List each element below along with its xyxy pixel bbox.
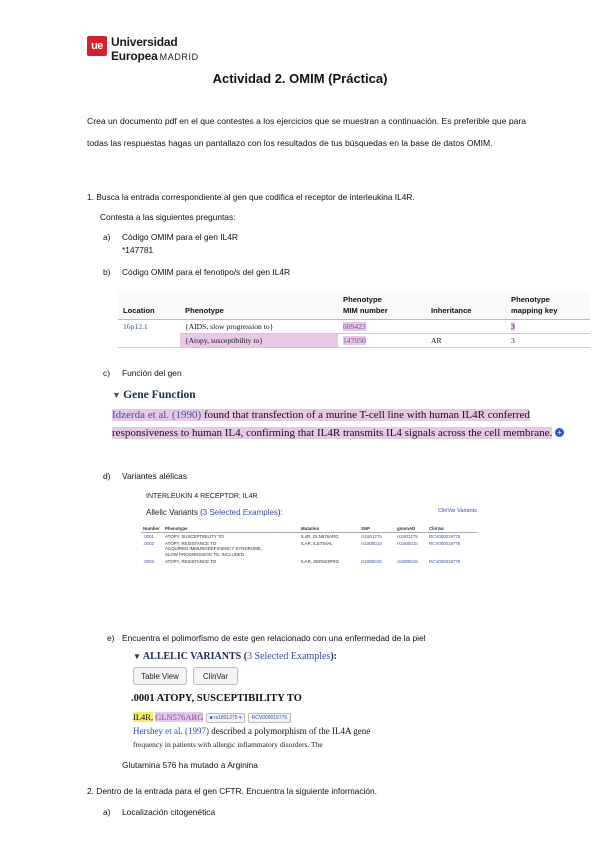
intro-paragraph: Crea un documento pdf en el que contestes a los ejercicios que se muestran a continuación. Es preferible que para todas las respuestas hagas un pantallazo con los resultados de tus búsquedas en la base de datos OMIM. bbox=[87, 116, 527, 148]
item-b-label: b) bbox=[103, 267, 111, 277]
variant-phenotype: ATOPY, RESISTANCE TO bbox=[165, 558, 217, 564]
table-view-button[interactable]: Table View bbox=[133, 667, 187, 685]
variant-description-2: frequency in patients with allergic inflammatory disorders. The bbox=[133, 740, 323, 749]
col-inheritance: Inheritance bbox=[426, 291, 506, 320]
col-location: Location bbox=[118, 291, 180, 320]
item-c-label: c) bbox=[103, 368, 110, 378]
snp-pill[interactable]: ■ rs1801275 ▾ bbox=[206, 713, 246, 723]
q2-item-a-text: Localización citogenética bbox=[122, 807, 216, 817]
phenotype-cell: {AIDS, slow progression to} bbox=[180, 320, 338, 334]
selected-examples-link[interactable]: 3 Selected Examples bbox=[247, 651, 331, 662]
plus-circle-icon[interactable]: + bbox=[555, 428, 564, 437]
citation-link[interactable]: Idzerda et al. (1990) bbox=[112, 409, 202, 421]
variant-number-link[interactable]: .0002 bbox=[143, 541, 154, 547]
item-a-answer: *147781 bbox=[122, 245, 154, 255]
variant-clinvar-link[interactable]: RCV000019775 bbox=[429, 534, 461, 539]
gene-function-heading[interactable]: ▼ Gene Function bbox=[112, 389, 196, 401]
variant-snp-link[interactable]: rs1801275 bbox=[361, 534, 382, 539]
variant-clinvar-link[interactable]: RCV000019776 bbox=[429, 541, 461, 547]
item-e-answer: Glutamina 576 ha mutado a Arginina bbox=[122, 760, 258, 770]
mapping-key-cell: 3 bbox=[506, 320, 590, 334]
table-row bbox=[118, 320, 590, 334]
variant-gnomad-link[interactable]: rs1805015 bbox=[397, 558, 418, 564]
question-1: 1. Busca la entrada correspondiente al gen que codifica el receptor de interleukina IL4R. bbox=[87, 192, 415, 202]
table-row bbox=[141, 533, 477, 541]
col-gnomad: gnomAD bbox=[395, 525, 427, 533]
mim-link[interactable]: 609423 bbox=[338, 320, 426, 334]
variant-number-link[interactable]: .0001 bbox=[143, 534, 154, 539]
page-title: Actividad 2. OMIM (Práctica) bbox=[212, 71, 388, 86]
item-e-text: Encuentra el polimorfismo de este gen relacionado con una enfermedad de la piel bbox=[122, 633, 426, 643]
university-logo-mark: ue bbox=[87, 36, 107, 56]
item-a-text: Código OMIM para el gen IL4R bbox=[122, 232, 238, 242]
variant-mutation: ILAR, SER503PRO bbox=[301, 558, 340, 564]
phenotype-table bbox=[118, 291, 590, 348]
col-mutation: Mutation bbox=[299, 525, 359, 533]
item-a-label: a) bbox=[103, 232, 111, 242]
variant-gnomad-link[interactable]: rs1805010 bbox=[397, 541, 418, 547]
col-phenotype: Phenotype bbox=[180, 291, 338, 320]
variant-description-1: Hershey et al. (1997) described a polymorphism of the IL4A gene bbox=[133, 726, 371, 736]
question-2: 2. Dentro de la entrada para el gen CFTR. Encuentra la siguiente información. bbox=[87, 786, 378, 796]
triangle-down-icon: ▼ bbox=[133, 652, 143, 661]
variant-phenotype: ATOPY, SUSCEPTIBILITY TO bbox=[165, 534, 224, 539]
variant-title: .0001 ATOPY, SUSCEPTIBILITY TO bbox=[131, 693, 302, 704]
variant-mutation-line: IL4R, GLN576ARG ■ rs1801275 ▾ RCV000019775 bbox=[133, 712, 291, 723]
variant-number-link[interactable]: .0003 bbox=[143, 558, 154, 564]
inheritance-cell bbox=[426, 320, 506, 334]
col-mim-number: Phenotype MIM number bbox=[338, 291, 426, 320]
col-number: Number bbox=[141, 525, 163, 533]
variant-mutation: IL4R, GLN576ARG bbox=[301, 534, 339, 539]
question-1-subtitle: Contesta a las siguientes preguntas: bbox=[100, 212, 236, 222]
item-b-text: Código OMIM para el fenotipo/s del gen IL4R bbox=[122, 267, 291, 277]
mim-link[interactable]: 147050 bbox=[338, 334, 426, 348]
col-phenotype: Phenotype bbox=[163, 525, 299, 533]
item-d-text: Variantes alélicas bbox=[122, 471, 188, 481]
item-c-text: Función del gen bbox=[122, 368, 182, 378]
logo-line-2: Europea MADRID bbox=[111, 49, 199, 63]
item-d-label: d) bbox=[103, 471, 111, 481]
table-row bbox=[118, 334, 590, 348]
variant-gnomad-link[interactable]: rs1801275 bbox=[397, 534, 418, 539]
allelic-variants-detail-heading: ▼ ALLELIC VARIANTS (3 Selected Examples): bbox=[133, 651, 338, 662]
phenotype-cell: {Atopy, susceptibility to} bbox=[180, 334, 338, 348]
location-link[interactable]: 16p12.1 bbox=[118, 320, 180, 348]
allelic-variants-heading: Allelic Variants (3 Selected Examples): bbox=[146, 508, 283, 517]
col-clinvar: ClinVar bbox=[427, 525, 477, 533]
table-row bbox=[141, 558, 477, 565]
variant-mutation: ILAR, ILE75VAL bbox=[301, 541, 333, 547]
table-row bbox=[141, 540, 477, 558]
col-snp: SNP bbox=[359, 525, 395, 533]
q2-item-a-label: a) bbox=[103, 807, 111, 817]
variant-phenotype: ATOPY, RESISTANCE TO ACQUIRED IMMUNODEFICIENCY SYNDROME, SLOW PROGRESSION TO, INCLUDED bbox=[165, 541, 263, 557]
variant-clinvar-link[interactable]: RCV000019778 bbox=[429, 558, 461, 564]
allelic-variants-table bbox=[141, 525, 477, 565]
clinvar-variants-link[interactable]: ClinVar Variants bbox=[438, 508, 477, 514]
triangle-down-icon: ▼ bbox=[112, 390, 124, 400]
citation-link[interactable]: Hershey et al. (1997) bbox=[133, 726, 209, 736]
gene-function-text: Idzerda et al. (1990) found that transfection of a murine T-cell line with human IL4R conferred responsiveness to human IL4, confirming that IL4R transmits IL4 signals across the cell membrane. + bbox=[112, 407, 567, 442]
selected-examples-link[interactable]: 3 Selected Examples bbox=[202, 508, 278, 517]
variant-snp-link[interactable]: rs1805015 bbox=[361, 558, 382, 564]
item-e-label: e) bbox=[107, 633, 115, 643]
mapping-key-cell: 3 bbox=[506, 334, 590, 348]
col-mapping-key: Phenotype mapping key bbox=[506, 291, 590, 320]
entry-title: INTERLEUKIN 4 RECEPTOR; IL4R bbox=[146, 493, 258, 500]
variant-snp-link[interactable]: rs1805010 bbox=[361, 541, 382, 547]
clinvar-button[interactable]: ClinVar bbox=[193, 667, 238, 685]
inheritance-cell: AR bbox=[426, 334, 506, 348]
logo-line-1: Universidad bbox=[111, 35, 178, 49]
clinvar-pill[interactable]: RCV000019775 bbox=[248, 713, 292, 723]
